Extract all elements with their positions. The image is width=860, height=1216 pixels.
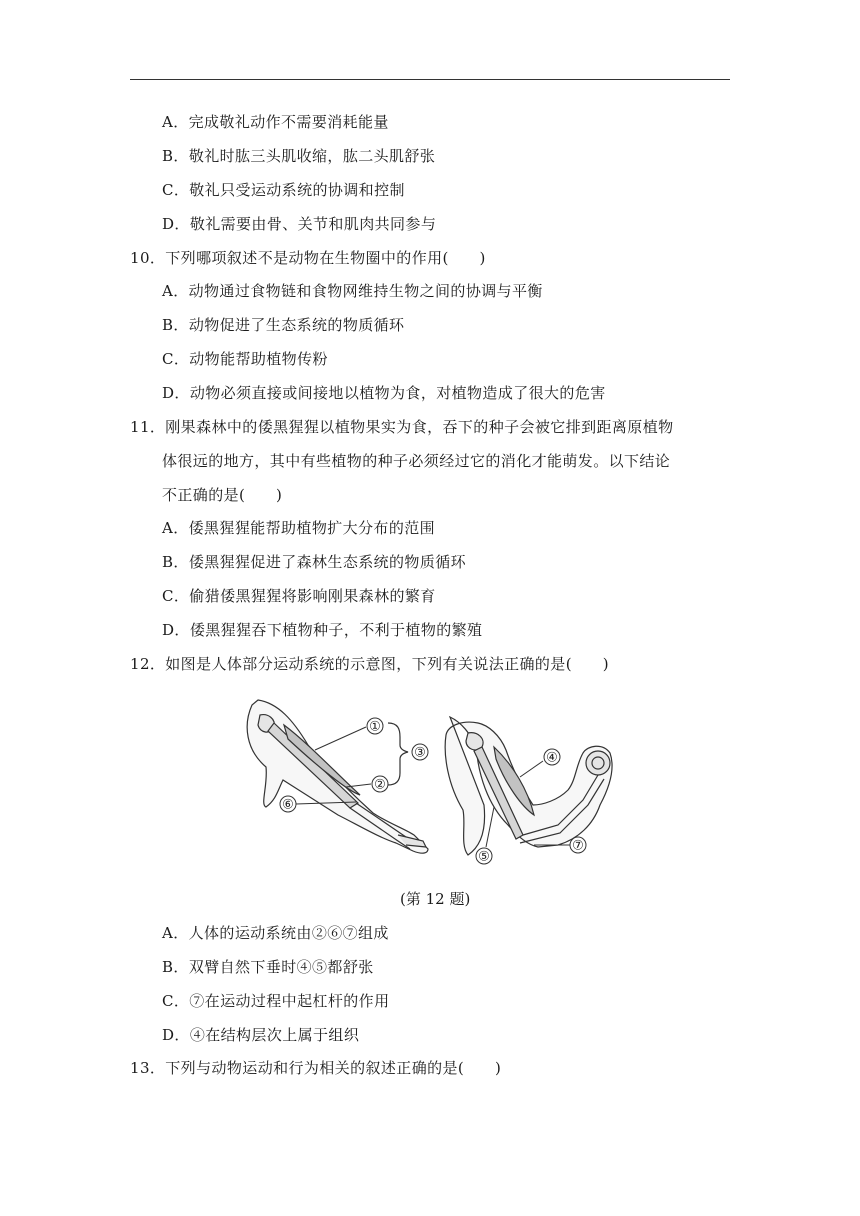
q10-option-d: D．动物必须直接或间接地以植物为食，对植物造成了很大的危害: [162, 384, 606, 402]
q9-option-a: A．完成敬礼动作不需要消耗能量: [162, 113, 389, 131]
figure-caption: (第 12 题): [400, 890, 471, 908]
q11-option-c: C．偷猎倭黑猩猩将影响刚果森林的繁育: [162, 587, 436, 605]
q9-option-b: B．敬礼时肱三头肌收缩，肱二头肌舒张: [162, 147, 436, 165]
arm-muscle-figure: [238, 695, 623, 865]
figure-label-1: ①: [369, 719, 381, 735]
q10-option-b: B．动物促进了生态系统的物质循环: [162, 316, 405, 334]
q10-option-c: C．动物能帮助植物传粉: [162, 350, 328, 368]
figure-label-7: ⑦: [572, 838, 584, 854]
q9-option-c: C．敬礼只受运动系统的协调和控制: [162, 181, 405, 199]
q11-option-a: A．倭黑猩猩能帮助植物扩大分布的范围: [162, 519, 436, 537]
figure-label-3: ③: [414, 745, 426, 761]
figure-label-6: ⑥: [282, 797, 294, 813]
q12-option-a: A．人体的运动系统由②⑥⑦组成: [162, 924, 389, 942]
flexed-arm-illustration: [445, 717, 612, 855]
q9-option-d: D．敬礼需要由骨、关节和肌肉共同参与: [162, 215, 437, 233]
figure-label-2: ②: [374, 777, 386, 793]
figure-label-4: ④: [546, 750, 558, 766]
q10-option-a: A．动物通过食物链和食物网维持生物之间的协调与平衡: [162, 282, 543, 300]
q11-stem-line1: 11．刚果森林中的倭黑猩猩以植物果实为食，吞下的种子会被它排到距离原植物: [130, 418, 674, 436]
q10-stem: 10．下列哪项叙述不是动物在生物圈中的作用( ): [130, 249, 486, 267]
extended-arm-illustration: [247, 700, 428, 853]
q12-option-c: C．⑦在运动过程中起杠杆的作用: [162, 992, 390, 1010]
q12-option-d: D．④在结构层次上属于组织: [162, 1026, 360, 1044]
header-rule: [130, 79, 730, 80]
q13-stem: 13．下列与动物运动和行为相关的叙述正确的是( ): [130, 1059, 502, 1077]
q12-stem: 12．如图是人体部分运动系统的示意图，下列有关说法正确的是( ): [130, 655, 609, 673]
q11-option-b: B．倭黑猩猩促进了森林生态系统的物质循环: [162, 553, 467, 571]
q12-option-b: B．双臂自然下垂时④⑤都舒张: [162, 958, 374, 976]
figure-label-5: ⑤: [478, 849, 490, 865]
q11-stem-line2: 体很远的地方，其中有些植物的种子必须经过它的消化才能萌发。以下结论: [162, 452, 671, 470]
q11-option-d: D．倭黑猩猩吞下植物种子，不利于植物的繁殖: [162, 621, 483, 639]
q11-stem-line3: 不正确的是( ): [162, 486, 283, 504]
